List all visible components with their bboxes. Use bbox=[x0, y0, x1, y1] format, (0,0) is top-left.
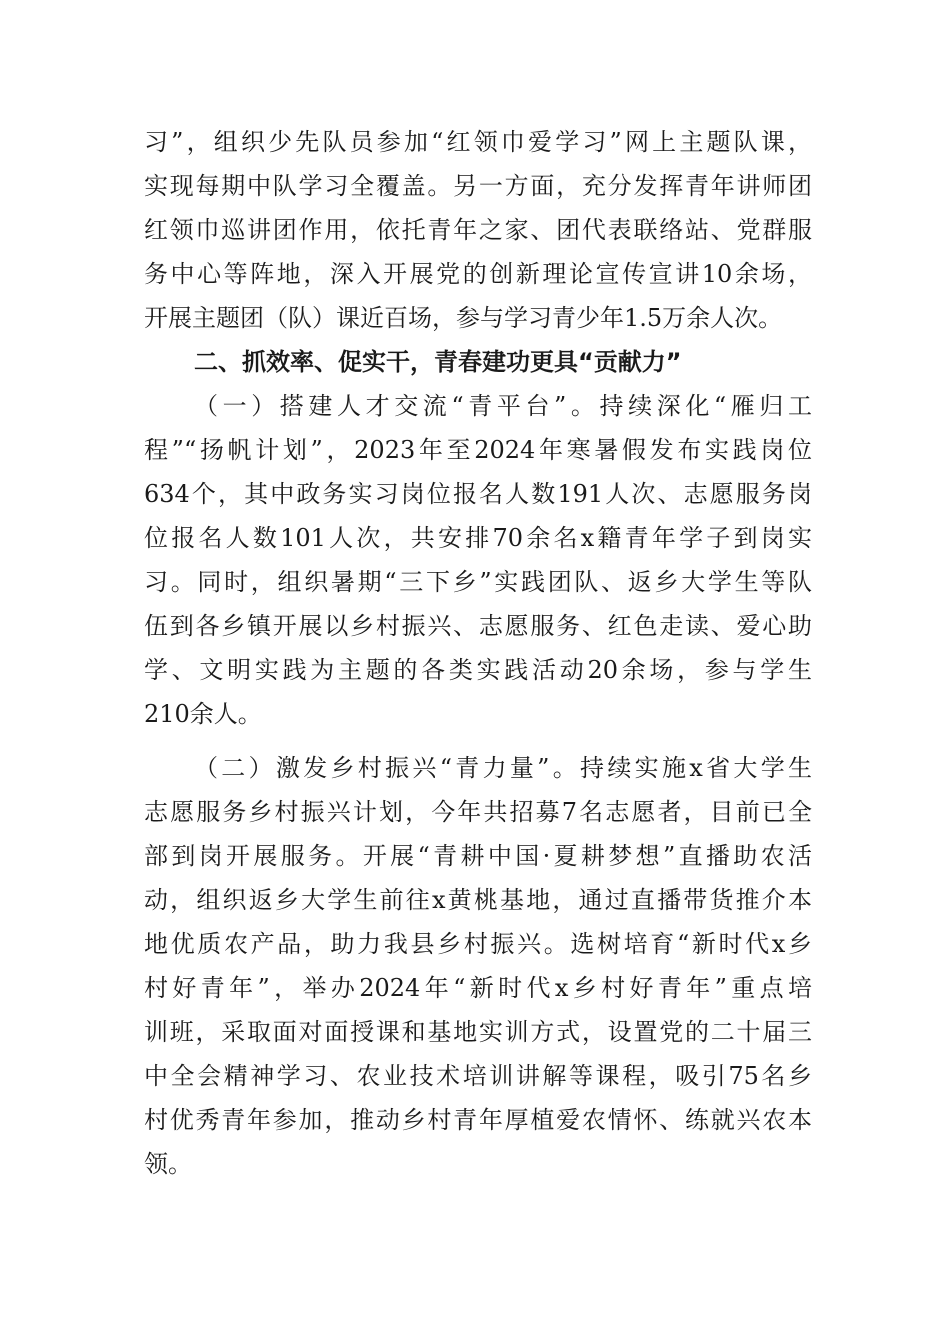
paragraph-1-line-2: 实现每期中队学习全覆盖。另一方面，充分发挥青年讲师团 bbox=[144, 172, 812, 200]
paragraph-1-line-1: 习”，组织少先队员参加“红领巾爱学习”网上主题队课， bbox=[144, 128, 812, 156]
paragraph-1-line-4: 务中心等阵地，深入开展党的创新理论宣传宣讲10余场， bbox=[144, 260, 812, 288]
paragraph-2-line-3: 634个，其中政务实习岗位报名人数191人次、志愿服务岗 bbox=[144, 480, 812, 508]
paragraph-3-line-9: 村优秀青年参加，推动乡村青年厚植爱农情怀、练就兴农本 bbox=[144, 1106, 812, 1134]
paragraph-2-line-4: 位报名人数101人次，共安排70余名x籍青年学子到岗实 bbox=[144, 524, 812, 552]
paragraph-3-line-6: 村好青年”，举办2024年“新时代x乡村好青年”重点培 bbox=[144, 974, 812, 1002]
paragraph-3-line-5: 地优质农产品，助力我县乡村振兴。选树培育“新时代x乡 bbox=[144, 930, 812, 958]
paragraph-2-line-8: 210余人。 bbox=[144, 700, 262, 728]
paragraph-3-line-2: 志愿服务乡村振兴计划，今年共招募7名志愿者，目前已全 bbox=[144, 798, 812, 826]
paragraph-2-line-1: （一）搭建人才交流“青平台”。持续深化“雁归工 bbox=[194, 392, 812, 420]
paragraph-2-line-6: 伍到各乡镇开展以乡村振兴、志愿服务、红色走读、爱心助 bbox=[144, 612, 812, 640]
paragraph-3-line-10: 领。 bbox=[144, 1150, 192, 1178]
paragraph-2-line-7: 学、文明实践为主题的各类实践活动20余场，参与学生 bbox=[144, 656, 812, 684]
paragraph-1-line-3: 红领巾巡讲团作用，依托青年之家、团代表联络站、党群服 bbox=[144, 216, 812, 244]
paragraph-2-line-2: 程”“扬帆计划”，2023年至2024年寒暑假发布实践岗位 bbox=[144, 436, 812, 464]
paragraph-3-line-1: （二）激发乡村振兴“青力量”。持续实施x省大学生 bbox=[194, 754, 812, 782]
paragraph-3-line-4: 动，组织返乡大学生前往x黄桃基地，通过直播带货推介本 bbox=[144, 886, 812, 914]
section-heading: 二、抓效率、促实干，青春建功更具“贡献力” bbox=[194, 348, 682, 376]
paragraph-1-line-5: 开展主题团（队）课近百场，参与学习青少年1.5万余人次。 bbox=[144, 304, 783, 332]
paragraph-3-line-3: 部到岗开展服务。开展“青耕中国·夏耕梦想”直播助农活 bbox=[144, 842, 812, 870]
paragraph-3-line-7: 训班，采取面对面授课和基地实训方式，设置党的二十届三 bbox=[144, 1018, 812, 1046]
paragraph-3-line-8: 中全会精神学习、农业技术培训讲解等课程，吸引75名乡 bbox=[144, 1062, 812, 1090]
paragraph-2-line-5: 习。同时，组织暑期“三下乡”实践团队、返乡大学生等队 bbox=[144, 568, 812, 596]
